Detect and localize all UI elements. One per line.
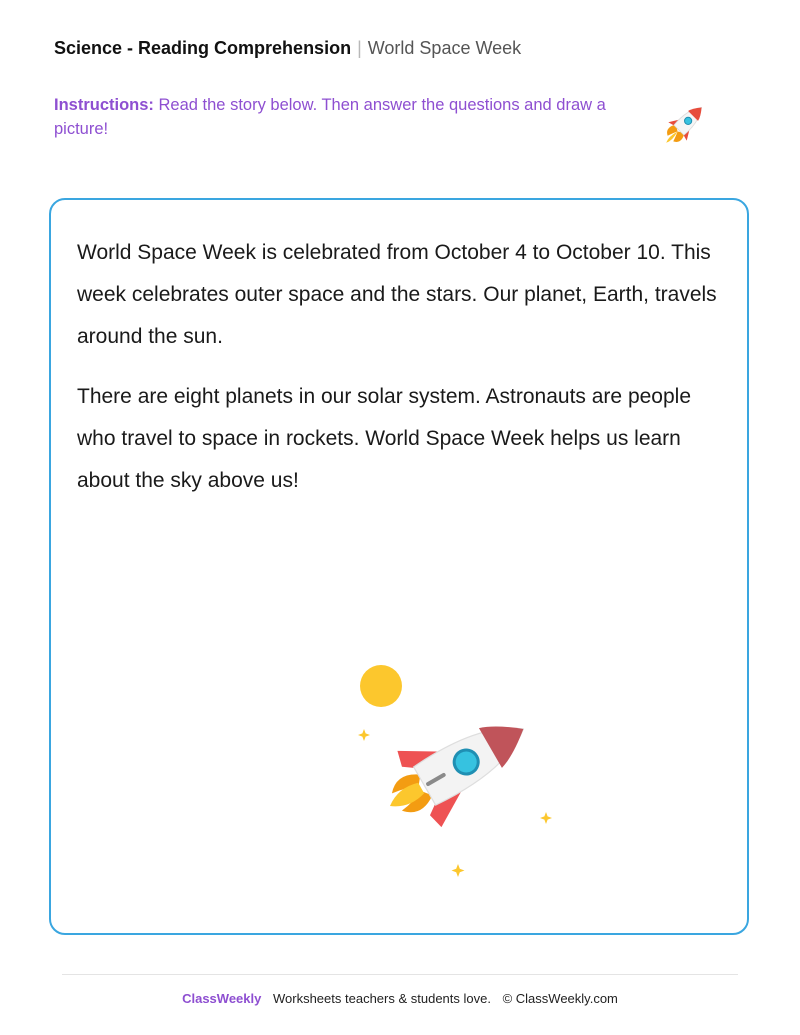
- sparkle-star-icon: [452, 864, 465, 877]
- space-illustration: [301, 640, 561, 900]
- rocket-icon: [664, 97, 708, 149]
- footer-copyright: © ClassWeekly.com: [502, 991, 618, 1006]
- sparkle-star-icon: [540, 812, 552, 824]
- footer-divider: [62, 974, 738, 975]
- footer-brand: ClassWeekly: [182, 991, 262, 1006]
- worksheet-subject: Science - Reading Comprehension: [54, 38, 352, 58]
- footer-tagline: Worksheets teachers & students love.: [272, 991, 491, 1006]
- header-separator: |: [357, 38, 362, 58]
- story-paragraph: World Space Week is celebrated from October 4 to October 10. This week celebrates outer space and the stars. Our planet, Earth, travels around the sun.: [77, 241, 717, 348]
- footer: [0, 989, 800, 1009]
- story-paragraph: There are eight planets in our solar system. Astronauts are people who travel to space in rockets. World Space Week helps us learn about the sky above us!: [77, 385, 692, 492]
- sun-icon: [360, 665, 402, 707]
- worksheet-header: [54, 36, 521, 60]
- story-box: [49, 198, 749, 935]
- story-text: [77, 232, 717, 520]
- rocket-icon: [368, 691, 545, 844]
- sparkle-star-icon: [358, 729, 370, 741]
- instructions-text: Read the story below. Then answer the questions and draw a picture!: [54, 96, 606, 138]
- instructions: [54, 93, 614, 141]
- worksheet-topic: World Space Week: [367, 38, 522, 58]
- instructions-label: Instructions:: [54, 96, 154, 114]
